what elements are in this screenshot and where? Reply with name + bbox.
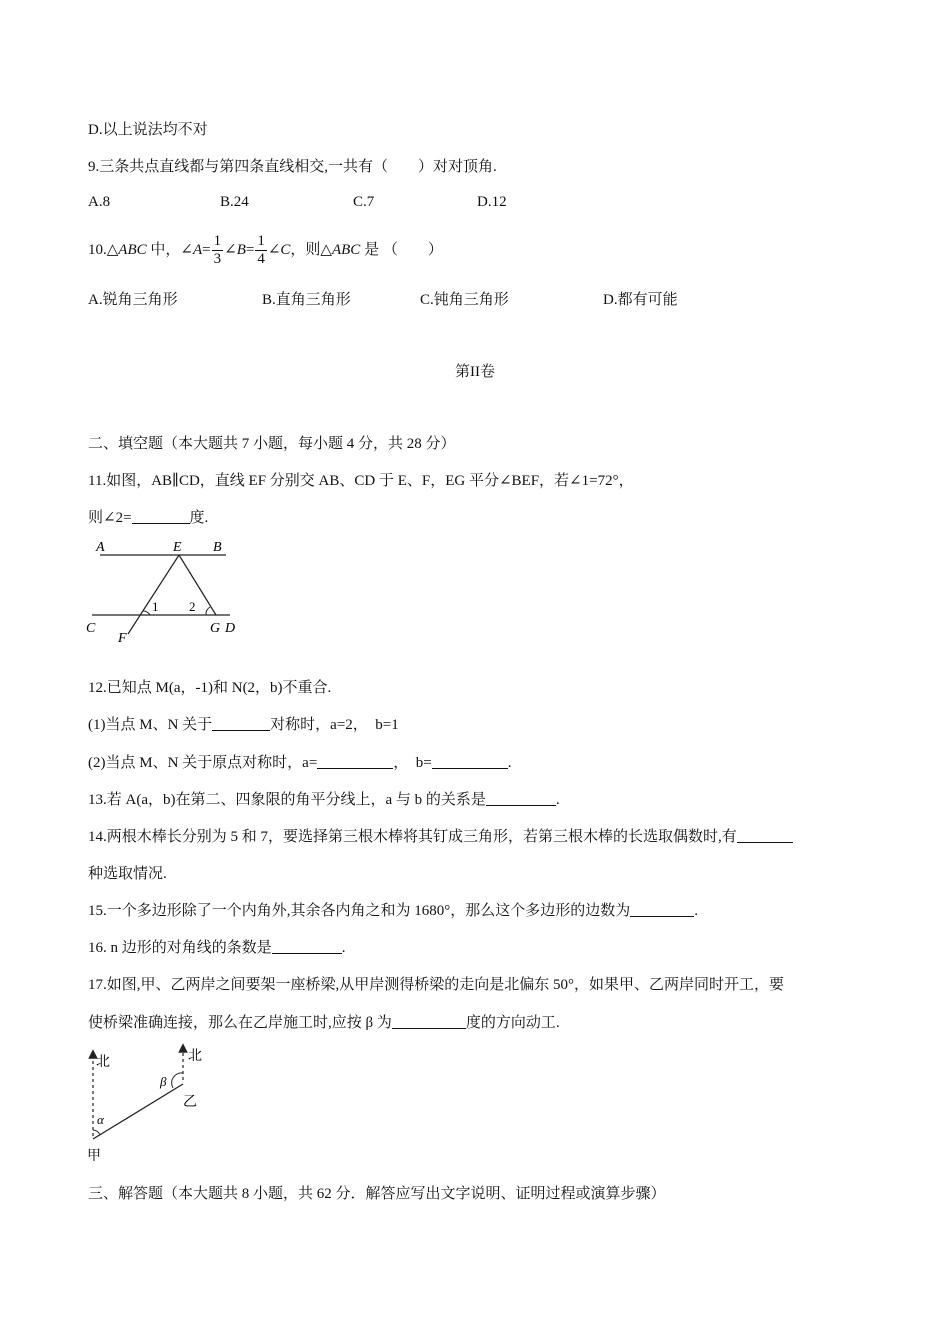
q12-part2: (2)当点 M、N 关于原点对称时，a= ， b= .	[88, 755, 512, 771]
angle-label-1: 1	[152, 599, 159, 614]
answer-blank	[392, 1013, 466, 1029]
q10-stem: 10.△ABC 中，∠A= $\frac{1}{3}$ ∠B= $\frac{1}{4}$ ∠C，则△ABC 是 （ ）	[88, 233, 443, 268]
answer-blank	[630, 901, 694, 917]
section2-heading: 二、填空题（本大题共 7 小题，每小题 4 分，共 28 分）	[88, 436, 456, 452]
answer-blank	[432, 753, 508, 769]
volume2-title: 第II卷	[455, 364, 495, 380]
fraction-one-fourth: $\frac{1}{4}$	[257, 233, 265, 268]
q10-option-a: A.锐角三角形	[88, 292, 178, 308]
point-label-d: D	[225, 621, 236, 636]
point-label-e: E	[173, 540, 182, 555]
answer-blank	[317, 753, 393, 769]
point-label-c: C	[86, 621, 96, 636]
q11-line1: 11.如图，AB∥CD，直线 EF 分别交 AB、CD 于 E、F，EG 平分∠BEF，若∠1=72°，	[88, 473, 634, 489]
q10-option-d: D.都有可能	[603, 292, 678, 308]
q11-line2: 则∠2= 度.	[88, 510, 209, 526]
q10-option-c: C.钝角三角形	[420, 292, 509, 308]
bank-label-yi: 乙	[183, 1095, 197, 1110]
q9-option-c: C.7	[353, 194, 375, 210]
q10-option-b: B.直角三角形	[262, 292, 351, 308]
q9-option-d: D.12	[477, 194, 507, 210]
point-label-g: G	[210, 621, 221, 636]
q9-option-b: B.24	[220, 194, 249, 210]
parallel-lines-figure	[80, 534, 250, 649]
fraction-one-third: $\frac{1}{3}$	[213, 233, 222, 268]
section3-heading: 三、解答题（本大题共 8 小题，共 62 分．解答应写出文字说明、证明过程或演算步骤）	[88, 1186, 666, 1202]
answer-blank	[737, 827, 793, 843]
answer-blank	[486, 790, 556, 806]
angle-label-2: 2	[189, 599, 196, 614]
angle-label-alpha: α	[97, 1112, 104, 1127]
q12-stem: 12.已知点 M(a，-1)和 N(2，b)不重合.	[88, 680, 332, 696]
angle-label-beta: β	[160, 1074, 167, 1089]
q17-line1: 17.如图,甲、乙两岸之间要架一座桥梁,从甲岸测得桥梁的走向是北偏东 50°，如果甲、乙两岸同时开工，要	[88, 977, 785, 993]
point-label-b: B	[213, 540, 222, 555]
point-label-f: F	[118, 631, 127, 646]
q16: 16. n 边形的对角线的条数是 .	[88, 940, 346, 956]
q15: 15.一个多边形除了一个内角外,其余各内角之和为 1680°，那么这个多边形的边数为 .	[88, 903, 699, 919]
answer-blank	[212, 715, 270, 731]
q14-line1: 14.两根木棒长分别为 5 和 7，要选择第三根木棒将其钉成三角形，若第三根木棒的长选取偶数时,有	[88, 827, 793, 847]
answer-blank	[132, 508, 190, 524]
answer-blank	[272, 938, 342, 954]
q9-option-a: A.8	[88, 194, 111, 210]
bridge-bearing-figure	[80, 1040, 225, 1165]
north-label-yi: 北	[188, 1049, 202, 1064]
q12-part1: (1)当点 M、N 关于 对称时，a=2， b=1	[88, 717, 399, 733]
point-label-a: A	[96, 540, 105, 555]
q17-line2: 使桥梁准确连接，那么在乙岸施工时,应按 β 为 度的方向动工.	[88, 1015, 560, 1031]
north-label-jia: 北	[96, 1055, 110, 1070]
q9-stem: 9.三条共点直线都与第四条直线相交,一共有（ ）对对顶角.	[88, 159, 497, 175]
bank-label-jia: 甲	[87, 1149, 101, 1164]
q8-option-d: D.以上说法均不对	[88, 122, 208, 138]
q14-line2: 种选取情况.	[88, 866, 167, 882]
q13: 13.若 A(a，b)在第二、四象限的角平分线上，a 与 b 的关系是 .	[88, 792, 560, 808]
